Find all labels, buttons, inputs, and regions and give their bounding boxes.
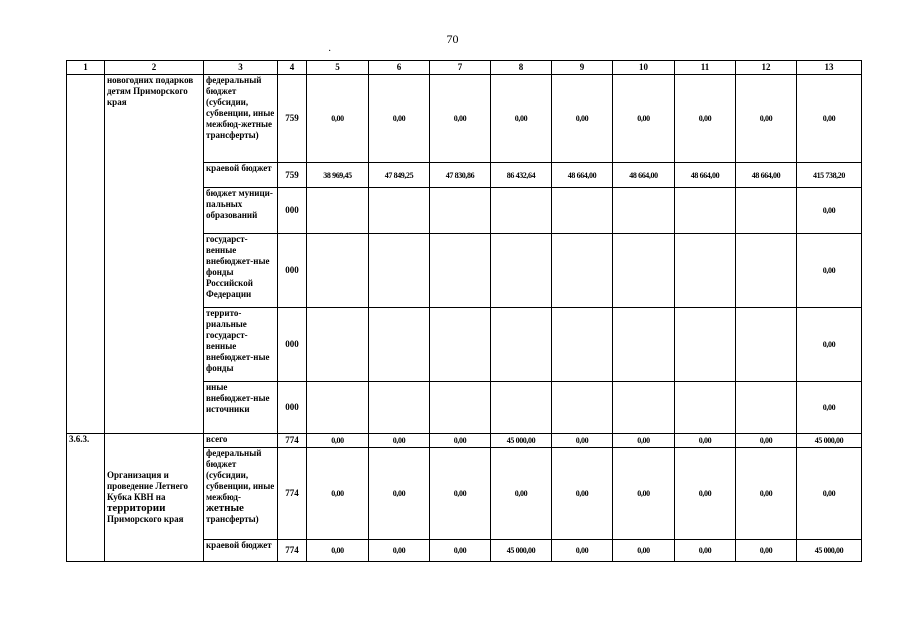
page-number: 70 [446, 32, 459, 46]
value-cell: 0,00 [797, 188, 862, 234]
value-cell: 0,00 [675, 540, 736, 562]
budget-code: 000 [278, 188, 307, 234]
value-cell [491, 382, 552, 434]
value-cell: 0,00 [307, 540, 369, 562]
value-cell [307, 382, 369, 434]
funding-source-part: жетные [206, 502, 244, 514]
funding-source-part: трансферты) [206, 514, 259, 524]
header-cell: 9 [552, 61, 613, 75]
funding-source: иные внебюджет-ные источники [204, 382, 278, 434]
value-cell [430, 234, 491, 308]
budget-code: 000 [278, 382, 307, 434]
value-cell: 0,00 [797, 234, 862, 308]
value-cell [675, 234, 736, 308]
budget-code: 774 [278, 540, 307, 562]
value-cell: 0,00 [797, 448, 862, 540]
value-cell: 0,00 [430, 434, 491, 448]
value-cell: 0,00 [369, 434, 430, 448]
activity-name: новогодних подарков детям Приморского края [105, 75, 204, 434]
value-cell: 0,00 [552, 434, 613, 448]
value-cell [736, 234, 797, 308]
funding-source: бюджет муници-пальных образований [204, 188, 278, 234]
value-cell: 0,00 [736, 448, 797, 540]
value-cell [430, 308, 491, 382]
row-number-cell: 3.6.3. [67, 434, 105, 562]
value-cell: 0,00 [491, 75, 552, 163]
funding-source: федеральный бюджет (субсидии, субвенции, иные межбюд-жетные трансферты) [204, 75, 278, 163]
value-cell: 0,00 [430, 75, 491, 163]
value-cell: 0,00 [552, 540, 613, 562]
value-cell [552, 234, 613, 308]
budget-table [66, 60, 862, 562]
value-cell: 48 664,00 [613, 163, 675, 188]
value-cell: 38 969,45 [307, 163, 369, 188]
funding-source: краевой бюджет [204, 540, 278, 562]
activity-name-part: территории [107, 502, 166, 514]
value-cell: 45 000,00 [491, 434, 552, 448]
header-cell: 7 [430, 61, 491, 75]
value-cell [552, 308, 613, 382]
value-cell [736, 382, 797, 434]
value-cell: 0,00 [797, 75, 862, 163]
value-cell [613, 188, 675, 234]
value-cell: 0,00 [736, 434, 797, 448]
budget-code: 774 [278, 448, 307, 540]
value-cell: 48 664,00 [675, 163, 736, 188]
value-cell: 0,00 [552, 75, 613, 163]
value-cell [613, 308, 675, 382]
value-cell [307, 188, 369, 234]
header-cell: 1 [67, 61, 105, 75]
value-cell: 0,00 [369, 540, 430, 562]
value-cell: 0,00 [797, 308, 862, 382]
value-cell: 45 000,00 [797, 434, 862, 448]
value-cell [736, 308, 797, 382]
value-cell [491, 308, 552, 382]
budget-code: 759 [278, 163, 307, 188]
header-cell: 12 [736, 61, 797, 75]
value-cell: 0,00 [736, 75, 797, 163]
value-cell [307, 234, 369, 308]
value-cell: 45 000,00 [797, 540, 862, 562]
value-cell: 0,00 [613, 448, 675, 540]
header-cell: 6 [369, 61, 430, 75]
value-cell: 0,00 [430, 540, 491, 562]
header-cell: 13 [797, 61, 862, 75]
value-cell [307, 308, 369, 382]
value-cell [552, 188, 613, 234]
funding-source: всего [204, 434, 278, 448]
value-cell [675, 382, 736, 434]
value-cell: 0,00 [736, 540, 797, 562]
budget-code: 000 [278, 308, 307, 382]
value-cell: 0,00 [307, 434, 369, 448]
value-cell: 0,00 [613, 75, 675, 163]
value-cell [369, 188, 430, 234]
activity-name [105, 434, 204, 562]
value-cell: 47 849,25 [369, 163, 430, 188]
value-cell [491, 188, 552, 234]
value-cell [369, 234, 430, 308]
value-cell [736, 188, 797, 234]
value-cell: 86 432,64 [491, 163, 552, 188]
value-cell: 0,00 [307, 448, 369, 540]
header-cell: 4 [278, 61, 307, 75]
value-cell [369, 308, 430, 382]
table-row [67, 75, 862, 163]
value-cell: 0,00 [369, 448, 430, 540]
value-cell: 47 830,86 [430, 163, 491, 188]
value-cell: 0,00 [613, 540, 675, 562]
value-cell: 48 664,00 [736, 163, 797, 188]
funding-source: террито-риальные государст-венные внебюджет-ные фонды [204, 308, 278, 382]
table-row [67, 434, 862, 448]
value-cell: 0,00 [675, 448, 736, 540]
value-cell: 45 000,00 [491, 540, 552, 562]
header-cell: 3 [204, 61, 278, 75]
funding-source: государст-венные внебюджет-ные фонды Российской Федерации [204, 234, 278, 308]
value-cell: 0,00 [491, 448, 552, 540]
value-cell [675, 308, 736, 382]
budget-code: 774 [278, 434, 307, 448]
value-cell [369, 382, 430, 434]
activity-name-part: Приморского края [107, 514, 184, 524]
value-cell: 48 664,00 [552, 163, 613, 188]
value-cell: 0,00 [552, 448, 613, 540]
value-cell: 415 738,20 [797, 163, 862, 188]
value-cell: 0,00 [797, 382, 862, 434]
value-cell: 0,00 [675, 434, 736, 448]
value-cell: 0,00 [369, 75, 430, 163]
funding-source [204, 448, 278, 540]
value-cell [552, 382, 613, 434]
value-cell [613, 382, 675, 434]
header-cell: 10 [613, 61, 675, 75]
header-cell: 5 [307, 61, 369, 75]
value-cell: 0,00 [430, 448, 491, 540]
funding-source: краевой бюджет [204, 163, 278, 188]
header-cell: 11 [675, 61, 736, 75]
value-cell: 0,00 [307, 75, 369, 163]
value-cell: 0,00 [613, 434, 675, 448]
funding-source-part: федеральный бюджет (субсидии, субвенции, иные межбюд- [206, 448, 275, 502]
value-cell [613, 234, 675, 308]
value-cell: 0,00 [675, 75, 736, 163]
header-cell: 8 [491, 61, 552, 75]
budget-code: 000 [278, 234, 307, 308]
header-cell: 2 [105, 61, 204, 75]
header-row [67, 61, 862, 75]
row-number-cell [67, 75, 105, 434]
value-cell [675, 188, 736, 234]
value-cell [430, 188, 491, 234]
value-cell [491, 234, 552, 308]
value-cell [430, 382, 491, 434]
scan-dot: · [328, 46, 332, 57]
activity-name-part: Организация и проведение Летнего Кубка КВН на [107, 470, 188, 502]
budget-code: 759 [278, 75, 307, 163]
